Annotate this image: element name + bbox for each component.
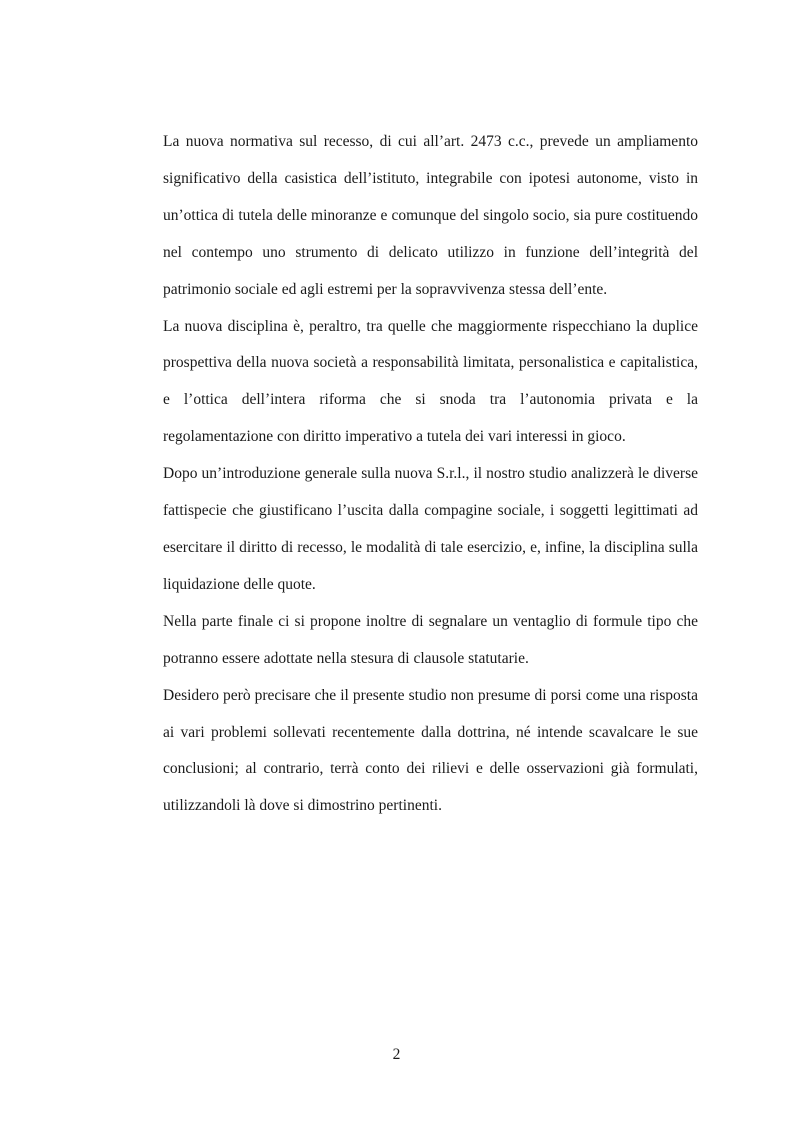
- body-text: [163, 124, 698, 825]
- paragraph-precisazione: Desidero però precisare che il presente studio non presume di porsi come una risposta ai vari problemi sollevati recentemente dalla dottrina, né intende scavalcare le sue conclusioni; al contrario, terrà conto dei rilievi e delle osservazioni già formulati, utilizzandoli là dove si dimostrino pertinenti.: [163, 686, 698, 815]
- page-number: 2: [392, 1046, 401, 1063]
- paragraph-disciplina: La nuova disciplina è, peraltro, tra quelle che maggiormente rispecchiano la duplice prospettiva della nuova società a responsabilità limitata, personalistica e capitalistica, e l’ottica dell’intera riforma che si snoda tra l’autonomia privata e la regolamentazione con diritto imperativo a tutela dei vari interessi in gioco.: [163, 317, 698, 446]
- paragraph-formule: Nella parte finale ci si propone inoltre di segnalare un ventaglio di formule tipo che potranno essere adottate nella stesura di clausole statutarie.: [163, 612, 698, 667]
- paragraph-studio-overview: Dopo un’introduzione generale sulla nuova S.r.l., il nostro studio analizzerà le diverse fattispecie che giustificano l’uscita dalla compagine sociale, i soggetti legittimati ad esercitare il diritto di recesso, le modalità di tale esercizio, e, infine, la disciplina sulla liquidazione delle quote.: [163, 465, 698, 593]
- paragraph-recesso-intro: La nuova normativa sul recesso, di cui all’art. 2473 c.c., prevede un ampliamento significativo della casistica dell’istituto, integrabile con ipotesi autonome, visto in un’ottica di tutela delle minoranze e comunque del singolo socio, sia pure costituendo nel contempo uno strumento di delicato utilizzo in funzione dell’integrità del patrimonio sociale ed agli estremi per la sopravvivenza stessa dell’ente.: [163, 133, 698, 298]
